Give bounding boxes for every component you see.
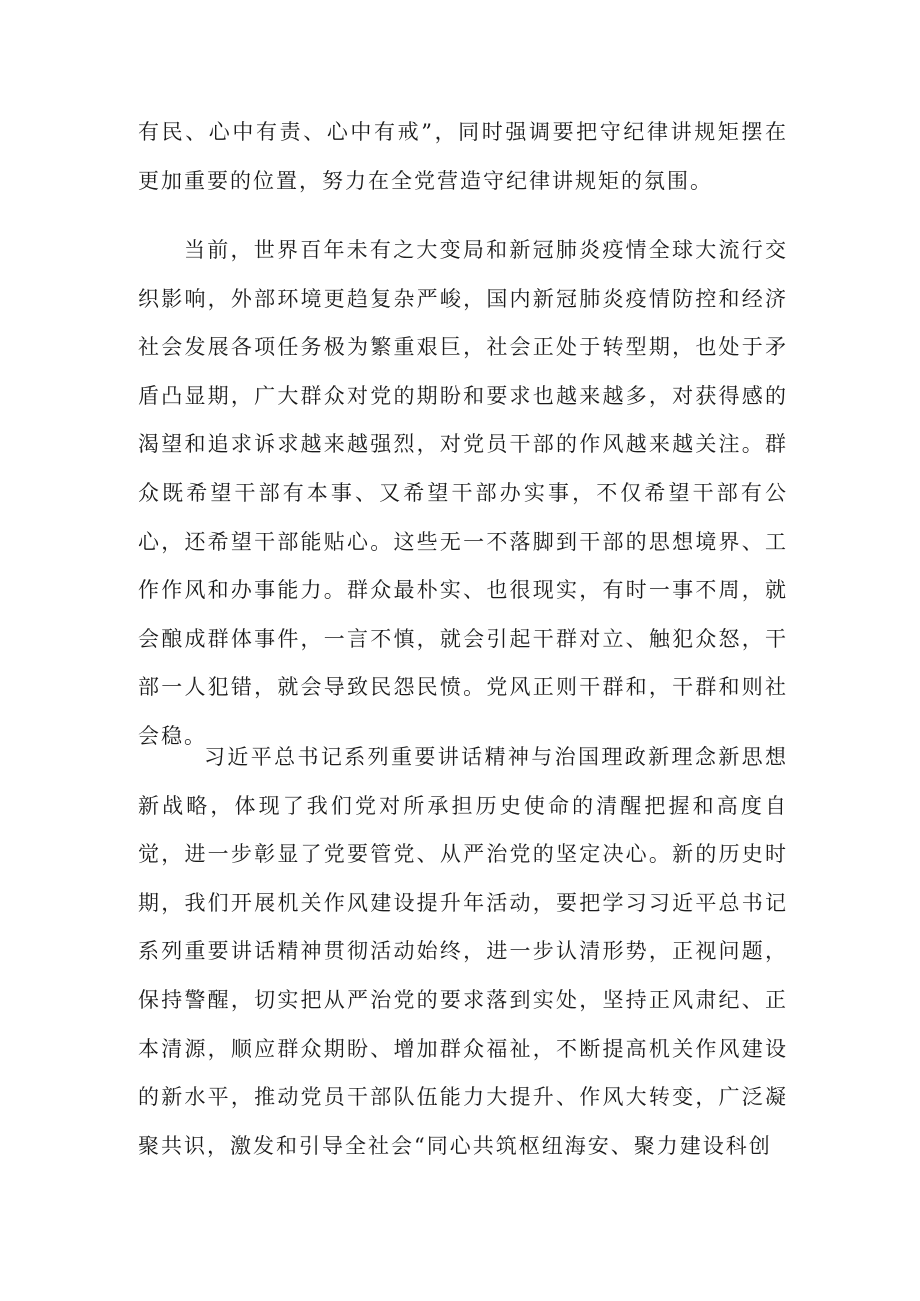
- paragraph-spirit-and-strategy: 习近平总书记系列重要讲话精神与治国理政新理念新思想新战略，体现了我们党对所承担历史使命的清醒把握和高度自觉，进一步彰显了党要管党、从严治党的坚定决心。新的历史时期，我们开展机关作风建设提升年活动，要把学习习近平总书记系列重要讲话精神贯彻活动始终，进一步认清形势，正视问题，保持警醒，切实把从严治党的要求落到实处，坚持正风肃纪、正本清源，顺应群众期盼、增加群众福祉，不断提高机关作风建设的新水平，推动党员干部队伍能力大提升、作风大转变，广泛凝聚共识，激发和引导全社会“同心共筑枢纽海安、聚力建设科创: [138, 745, 788, 1158]
- paragraph-continued: 有民、心中有责、心中有戒”，同时强调要把守纪律讲规矩摆在更加重要的位置，努力在全党营造守纪律讲规矩的氛围。: [138, 120, 788, 193]
- paragraph-current-situation: 当前，世界百年未有之大变局和新冠肺炎疫情全球大流行交织影响，外部环境更趋复杂严峻，国内新冠肺炎疫情防控和经济社会发展各项任务极为繁重艰巨，社会正处于转型期，也处于矛盾凸显期，广大群众对党的期盼和要求也越来越多，对获得感的渴望和追求诉求越来越强烈，对党员干部的作风越来越关注。群众既希望干部有本事、又希望干部办实事，不仅希望干部有公心，还希望干部能贴心。这些无一不落脚到干部的思想境界、工作作风和办事能力。群众最朴实、也很现实，有时一事不周，就会酿成群体事件，一言不慎，就会引起干群对立、触犯众怒，干部一人犯错，就会导致民怨民愤。党风正则干群和，干群和则社会稳。: [138, 238, 788, 748]
